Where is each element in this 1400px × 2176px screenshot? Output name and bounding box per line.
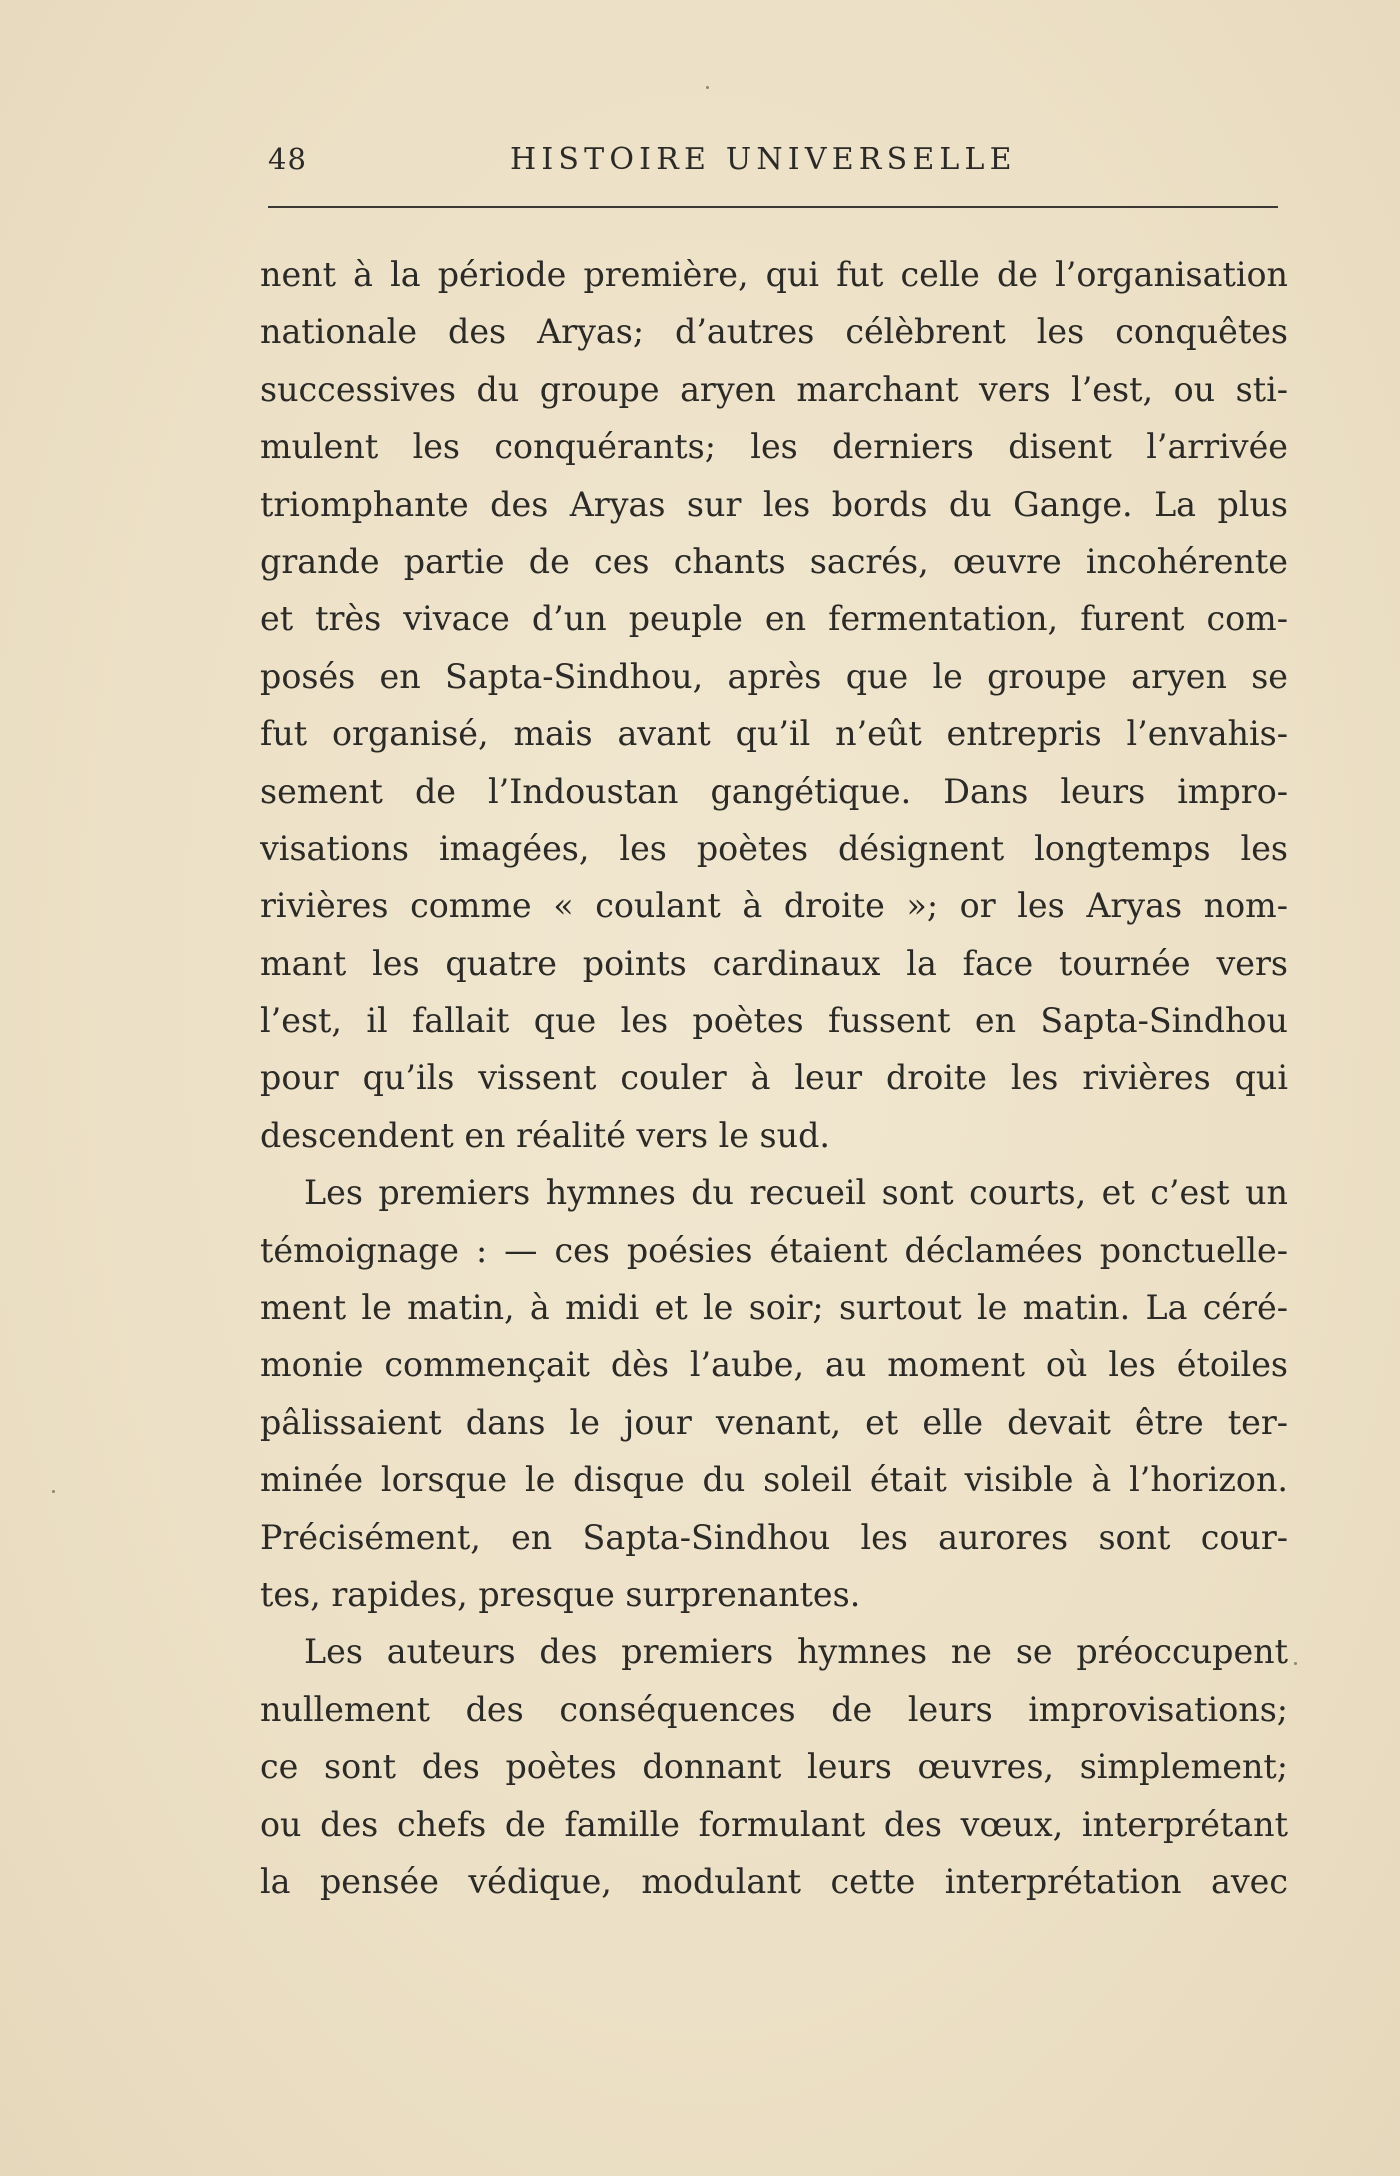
- text-line: triomphante des Aryas sur les bords du Gange. La plus: [260, 484, 1288, 524]
- paper-speck: [706, 86, 709, 89]
- text-line: ou des chefs de famille formulant des vœux, interprétant: [260, 1804, 1288, 1844]
- text-line: Précisément, en Sapta-Sindhou les aurores sont cour-: [260, 1517, 1288, 1557]
- text-line: et très vivace d’un peuple en fermentation, furent com-: [260, 599, 1288, 639]
- page-header: [268, 142, 1278, 182]
- text-line: l’est, il fallait que les poètes fussent en Sapta-Sindhou: [260, 1001, 1288, 1041]
- text-line: nullement des conséquences de leurs improvisations;: [260, 1689, 1288, 1729]
- text-line: ment le matin, à midi et le soir; surtout le matin. La céré-: [260, 1288, 1288, 1328]
- text-line: Les premiers hymnes du recueil sont courts, et c’est un: [304, 1173, 1288, 1213]
- text-line: grande partie de ces chants sacrés, œuvre incohérente: [260, 541, 1288, 581]
- text-line: visations imagées, les poètes désignent longtemps les: [260, 828, 1288, 868]
- text-line: pâlissaient dans le jour venant, et elle devait être ter-: [260, 1402, 1288, 1442]
- text-line: monie commençait dès l’aube, au moment où les étoiles: [260, 1345, 1288, 1385]
- text-line: mulent les conquérants; les derniers disent l’arrivée: [260, 427, 1288, 467]
- text-line: successives du groupe aryen marchant vers l’est, ou sti-: [260, 369, 1288, 409]
- text-line: nationale des Aryas; d’autres célèbrent les conquêtes: [260, 312, 1288, 352]
- text-line: mant les quatre points cardinaux la face tournée vers: [260, 943, 1288, 983]
- text-line: ce sont des poètes donnant leurs œuvres, simplement;: [260, 1747, 1288, 1787]
- text-line: pour qu’ils vissent couler à leur droite les rivières qui: [260, 1058, 1288, 1098]
- paper-speck: [52, 1490, 55, 1493]
- text-line: tes, rapides, presque surprenantes.: [260, 1574, 861, 1614]
- text-line: fut organisé, mais avant qu’il n’eût entrepris l’envahis-: [260, 714, 1288, 754]
- text-line: nent à la période première, qui fut celle de l’organisation: [260, 255, 1288, 294]
- text-line: posés en Sapta-Sindhou, après que le groupe aryen se: [260, 656, 1288, 696]
- paper-speck: [1294, 1662, 1297, 1665]
- running-title: HISTOIRE UNIVERSELLE: [510, 142, 1017, 177]
- text-line: descendent en réalité vers le sud.: [260, 1115, 830, 1155]
- text-line: Les auteurs des premiers hymnes ne se préoccupent: [304, 1632, 1288, 1672]
- body-text: [260, 246, 1288, 1910]
- text-line: rivières comme « coulant à droite »; or les Aryas nom-: [260, 886, 1288, 926]
- text-line: témoignage : — ces poésies étaient déclamées ponctuelle-: [260, 1230, 1288, 1270]
- page-number: 48: [268, 142, 307, 176]
- text-line: la pensée védique, modulant cette interprétation avec: [260, 1861, 1288, 1901]
- text-line: minée lorsque le disque du soleil était visible à l’horizon.: [260, 1460, 1288, 1500]
- text-line: sement de l’Indoustan gangétique. Dans leurs impro-: [260, 771, 1288, 811]
- header-rule: [268, 206, 1278, 208]
